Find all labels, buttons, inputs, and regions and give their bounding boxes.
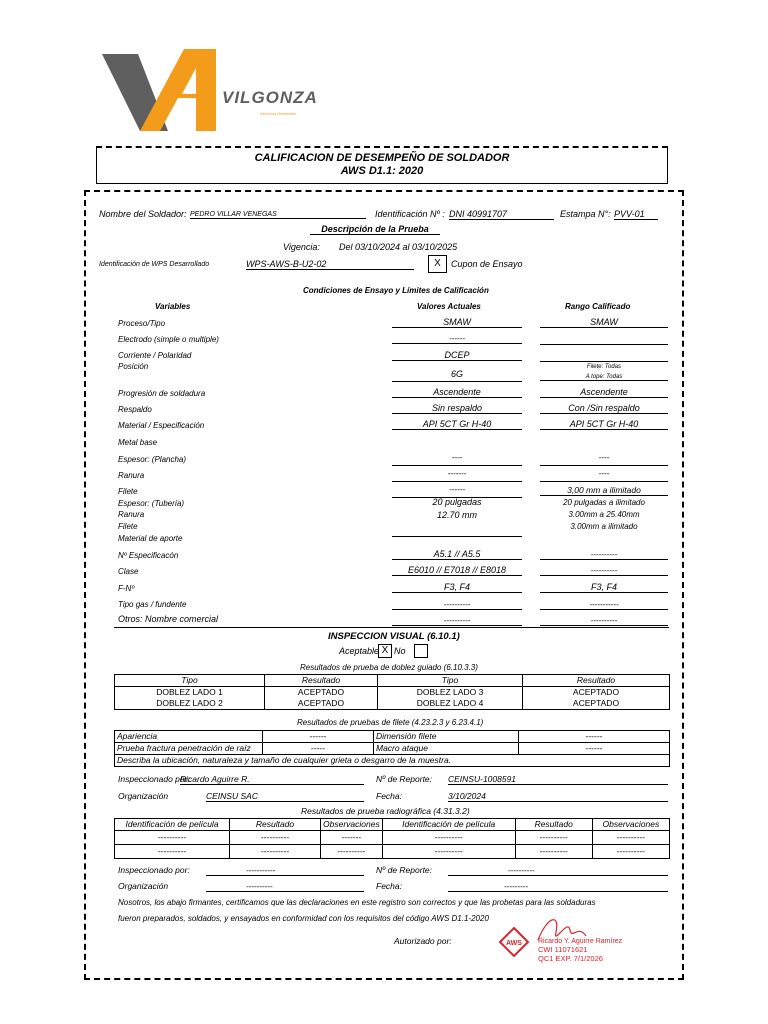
no-label: No bbox=[394, 646, 406, 656]
fillet-table bbox=[114, 730, 670, 767]
fillet-cell: Prueba fractura penetración de raíz bbox=[115, 743, 263, 755]
bend-header-result-1: Resultado bbox=[265, 675, 378, 687]
validity-label: Vigencia: bbox=[283, 242, 320, 252]
stamp-line-2: CWI 11071621 bbox=[538, 945, 588, 954]
range-material[interactable]: API 5CT Gr H-40 bbox=[540, 419, 668, 430]
bend-cell: DOBLEZ LADO 1 bbox=[115, 687, 265, 699]
wps-value[interactable]: WPS-AWS-B-U2-02 bbox=[246, 259, 414, 270]
date-value-2[interactable]: --------- bbox=[448, 882, 668, 892]
id-label: Identificación Nº : bbox=[375, 209, 445, 219]
actual-process[interactable]: SMAW bbox=[392, 317, 522, 328]
actual-pipe-thk[interactable]: 20 pulgadas bbox=[432, 497, 482, 507]
report-value-1[interactable]: CEINSU-1008591 bbox=[448, 774, 668, 785]
radio-header: Resultado bbox=[515, 819, 592, 831]
label-spec-no: Nº Especificacón bbox=[118, 551, 179, 560]
bend-cell: ACEPTADO bbox=[523, 687, 670, 699]
welder-label: Nombre del Soldador: bbox=[99, 209, 187, 219]
radio-header: Observaciones bbox=[321, 819, 383, 831]
col-actual: Valores Actuales bbox=[417, 302, 481, 311]
report-label-2: Nº de Reporte: bbox=[376, 865, 433, 875]
fillet-cell: Macro ataque bbox=[374, 743, 519, 755]
range-gas[interactable]: ----------- bbox=[540, 600, 668, 610]
fillet-cell: Apariencia bbox=[115, 731, 263, 743]
col-variables: Variables bbox=[155, 302, 191, 311]
label-groove-1: Ranura bbox=[118, 471, 145, 480]
actual-filler-line bbox=[392, 536, 522, 537]
authorized-label: Autorizado por: bbox=[394, 936, 452, 946]
radio-cell: ---------- bbox=[515, 845, 592, 859]
actual-f-no[interactable]: F3, F4 bbox=[392, 582, 522, 593]
radio-header: Observaciones bbox=[592, 819, 669, 831]
acceptable-checkbox[interactable]: X bbox=[378, 644, 392, 658]
inspected-value-2[interactable]: ----------- bbox=[206, 866, 364, 876]
title-line-1: CALIFICACION DE DESEMPEÑO DE SOLDADOR bbox=[254, 152, 510, 164]
range-pipe-thk[interactable]: 20 pulgadas a ilimitado bbox=[563, 498, 645, 507]
label-current: Corriente / Polaridad bbox=[118, 351, 192, 360]
actual-class[interactable]: E6010 // E7018 // E8018 bbox=[392, 565, 522, 576]
radio-cell: ---------- bbox=[321, 845, 383, 859]
actual-electrode[interactable]: ------ bbox=[392, 334, 522, 344]
bend-header-type-1: Tipo bbox=[115, 675, 265, 687]
range-plate-thk[interactable]: ---- bbox=[540, 453, 668, 466]
radio-cell: ---------- bbox=[592, 845, 669, 859]
bend-header-type-2: Tipo bbox=[378, 675, 523, 687]
coupon-checkbox[interactable]: X bbox=[428, 255, 447, 273]
label-class: Clase bbox=[118, 567, 139, 576]
id-value[interactable]: DNI 40991707 bbox=[449, 209, 554, 220]
org-label-1: Organización bbox=[118, 791, 169, 801]
actual-position[interactable]: 6G bbox=[392, 367, 522, 382]
radio-cell: ---------- bbox=[230, 831, 321, 845]
actual-material[interactable]: API 5CT Gr H-40 bbox=[392, 419, 522, 430]
label-process: Proceso/Tipo bbox=[118, 319, 166, 328]
radio-table bbox=[114, 818, 670, 859]
aws-stamp bbox=[498, 910, 628, 970]
table-row bbox=[115, 687, 670, 699]
actual-gas[interactable]: ---------- bbox=[392, 600, 522, 610]
bend-cell: DOBLEZ LADO 4 bbox=[378, 698, 523, 710]
signature-mark bbox=[538, 920, 586, 940]
cert-line-1: Nosotros, los abajo firmantes, certificamos que las declaraciones en este registro son correctos y que las probetas para las soldaduras bbox=[118, 898, 596, 907]
title-line-2: AWS D1.1: 2020 bbox=[340, 165, 424, 177]
label-backing: Respaldo bbox=[118, 405, 152, 414]
table-row bbox=[115, 845, 670, 859]
actual-plate-thk[interactable]: ---- bbox=[392, 453, 522, 466]
actual-groove-1[interactable]: ------- bbox=[392, 469, 522, 482]
cert-line-2: fueron preparados, soldados, y ensayados en conformidad con los requisitos del código AWS D1.1-2020 bbox=[118, 914, 489, 923]
range-fillet-1[interactable]: 3,00 mm a ilimitado bbox=[540, 485, 668, 496]
table-row bbox=[115, 831, 670, 845]
fillet-note: Describa la ubicación, naturaleza y tamaño de cualquier grieta o desgarro de la muestra. bbox=[115, 755, 670, 767]
date-value-1[interactable]: 3/10/2024 bbox=[448, 791, 668, 802]
radio-cell: ---------- bbox=[382, 845, 515, 859]
actual-current[interactable]: DCEP bbox=[392, 350, 522, 361]
range-current bbox=[540, 361, 668, 362]
label-base-metal: Metal base bbox=[118, 438, 158, 447]
radio-cell: ------- bbox=[321, 831, 383, 845]
date-label-1: Fecha: bbox=[376, 791, 402, 801]
fillet-cell: ------ bbox=[263, 731, 374, 743]
conditions-title: Condiciones de Ensayo y Límites de Calificación bbox=[303, 286, 489, 295]
actual-groove-2[interactable]: 12.70 mm bbox=[436, 510, 478, 520]
label-material: Material / Especificación bbox=[118, 421, 205, 430]
no-checkbox[interactable] bbox=[414, 644, 428, 658]
label-plate-thk: Espesor: (Plancha) bbox=[118, 455, 187, 464]
radio-header: Identificación de película bbox=[382, 819, 515, 831]
label-other: Otros: Nombre comercial bbox=[118, 614, 219, 624]
visual-divider bbox=[114, 627, 669, 628]
aws-badge-text: AWS bbox=[506, 940, 522, 947]
stamp-label: Estampa N°: bbox=[560, 209, 611, 219]
radio-title: Resultados de prueba radiográfica (4.31.3.2) bbox=[301, 806, 470, 816]
actual-other[interactable]: ---------- bbox=[392, 616, 522, 626]
range-f-no[interactable]: F3, F4 bbox=[540, 582, 668, 593]
stamp-line-3: QC1 EXP. 7/1/2026 bbox=[538, 954, 603, 963]
bend-cell: DOBLEZ LADO 3 bbox=[378, 687, 523, 699]
range-position-2[interactable]: A tope: Todas bbox=[540, 374, 668, 381]
actual-spec-no[interactable]: A5.1 // A5.5 bbox=[392, 549, 522, 560]
table-row bbox=[115, 698, 670, 710]
bend-cell: ACEPTADO bbox=[523, 698, 670, 710]
col-range: Rango Calificado bbox=[565, 302, 631, 311]
label-pipe-thk: Espesor: (Tubería) bbox=[118, 499, 185, 508]
radio-cell: ---------- bbox=[515, 831, 592, 845]
label-progression: Progresión de soldadura bbox=[118, 389, 206, 398]
org-value-2[interactable]: ---------- bbox=[206, 882, 364, 892]
label-f-no: F-Nº bbox=[118, 584, 135, 593]
range-groove-1[interactable]: ---- bbox=[540, 469, 668, 482]
range-process[interactable]: SMAW bbox=[540, 317, 668, 328]
range-electrode bbox=[540, 344, 668, 345]
range-progression[interactable]: Ascendente bbox=[540, 387, 668, 398]
welder-value[interactable]: PEDRO VILLAR VENEGAS bbox=[190, 211, 366, 219]
radio-header: Identificación de película bbox=[115, 819, 230, 831]
coupon-label: Cupon de Ensayo bbox=[451, 259, 523, 269]
inspected-label-1: Inspeccionado por: bbox=[118, 774, 190, 784]
visual-title: INSPECCION VISUAL (6.10.1) bbox=[328, 631, 460, 642]
fillet-cell: ----- bbox=[263, 743, 374, 755]
radio-cell: ---------- bbox=[592, 831, 669, 845]
label-filler: Material de aporte bbox=[118, 534, 183, 543]
range-backing[interactable]: Con /Sin respaldo bbox=[540, 403, 668, 414]
label-position: Posición bbox=[118, 362, 149, 371]
radio-cell: ---------- bbox=[115, 845, 230, 859]
range-fillet-2[interactable]: 3.00mm a ilimitado bbox=[570, 522, 638, 531]
fillet-cell: ------ bbox=[519, 731, 670, 743]
validity-value: Del 03/10/2024 al 03/10/2025 bbox=[339, 242, 458, 252]
bend-cell: ACEPTADO bbox=[265, 698, 378, 710]
actual-progression[interactable]: Ascendente bbox=[392, 387, 522, 398]
stamp-line-1: Ricardo Y. Aguirre Ramírez bbox=[538, 938, 623, 945]
range-other[interactable]: ---------- bbox=[540, 616, 668, 626]
acceptable-label: Aceptable bbox=[339, 646, 380, 656]
radio-cell: ---------- bbox=[382, 831, 515, 845]
table-row bbox=[115, 731, 670, 743]
bend-title: Resultados de prueba de doblez guiado (6.10.3.3) bbox=[300, 663, 478, 672]
bend-header-result-2: Resultado bbox=[523, 675, 670, 687]
logo-wordmark: VILGONZA bbox=[222, 88, 318, 107]
table-row bbox=[115, 743, 670, 755]
title-box bbox=[96, 146, 668, 184]
inspected-label-2: Inspeccionado por: bbox=[118, 865, 190, 875]
bend-table bbox=[114, 674, 670, 710]
stamp-value[interactable]: PVV-01 bbox=[614, 209, 658, 220]
range-class[interactable]: ---------- bbox=[540, 566, 668, 576]
fillet-cell: Dimensión filete bbox=[374, 731, 519, 743]
range-groove-2[interactable]: 3.00mm a 25.40mm bbox=[568, 510, 640, 519]
org-label-2: Organización bbox=[118, 881, 169, 891]
label-fillet-2: Filete bbox=[118, 522, 138, 531]
report-label-1: Nº de Reporte: bbox=[376, 774, 433, 784]
actual-backing[interactable]: Sin respaldo bbox=[392, 403, 522, 414]
radio-cell: ---------- bbox=[115, 831, 230, 845]
fillet-title: Resultados de pruebas de filete (4.23.2.3 y 6.23.4.1) bbox=[297, 718, 484, 727]
org-value-1[interactable]: CEINSU SAC bbox=[206, 791, 364, 802]
range-position-1[interactable]: Filete: Todas bbox=[586, 364, 622, 370]
label-gas: Tipo gas / fundente bbox=[118, 600, 187, 609]
company-logo bbox=[100, 46, 320, 141]
wps-label: Identificación de WPS Desarrollado bbox=[99, 261, 210, 268]
label-electrode: Electrodo (simple o multiple) bbox=[118, 335, 219, 344]
test-description: Descripción de la Prueba bbox=[310, 224, 440, 235]
fillet-cell: ------ bbox=[519, 743, 670, 755]
label-fillet-1: Filete bbox=[118, 487, 138, 496]
actual-fillet-1[interactable]: ------ bbox=[392, 485, 522, 498]
radio-cell: ---------- bbox=[230, 845, 321, 859]
date-label-2: Fecha: bbox=[376, 881, 402, 891]
report-value-2[interactable]: ---------- bbox=[448, 866, 668, 876]
range-spec-no[interactable]: ---------- bbox=[540, 550, 668, 560]
label-groove-2: Ranura bbox=[118, 510, 145, 519]
radio-header: Resultado bbox=[230, 819, 321, 831]
inspected-value-1[interactable]: Ricardo Aguirre R. bbox=[180, 774, 364, 785]
bend-cell: ACEPTADO bbox=[265, 687, 378, 699]
logo-tagline: Servicios Generales bbox=[260, 111, 296, 116]
bend-cell: DOBLEZ LADO 2 bbox=[115, 698, 265, 710]
